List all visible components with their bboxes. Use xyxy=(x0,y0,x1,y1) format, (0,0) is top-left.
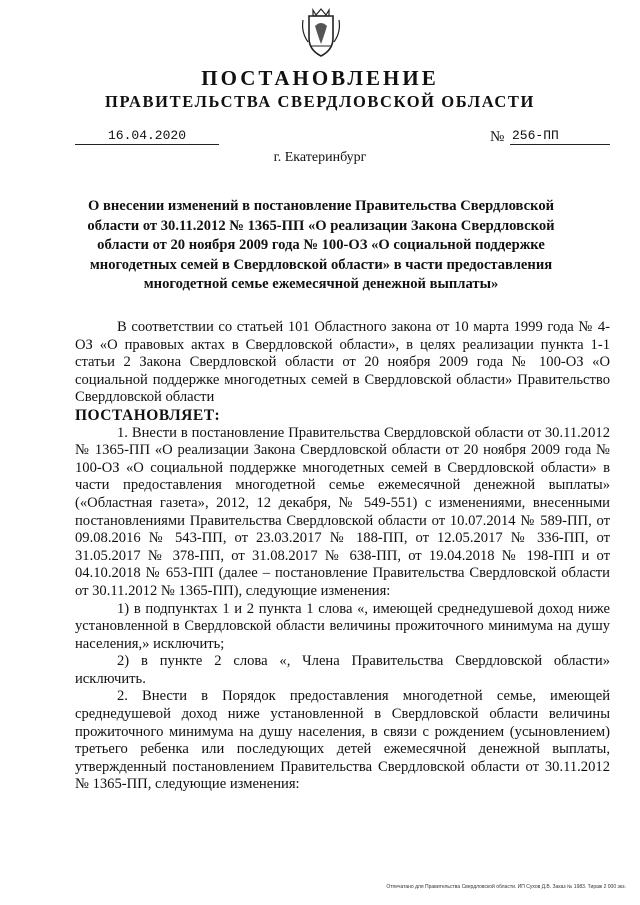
paragraph-1: 1. Внести в постановление Правительства Свердловской области от 30.11.2012 № 1365-ПП «О реализации Закона Свердловской области от 20 ноября 2009 года № 100-ОЗ «О социальной поддержке многодетных семей в Свердловской области» в части предоставления многодетной семье ежемесячной денежной выплаты» («Областная газета», 2012, 12 декабря, № 549-551) с изменениями, внесенными постановлениями Правительства Свердловской области от 10.07.2014 № 589-ПП, от 09.08.2016 № 543-ПП, от 23.03.2017 № 188-ПП, от 12.05.2017 № 336-ПП, от 31.05.2017 № 378-ПП, от 31.08.2017 № 638-ПП, от 19.04.2018 № 198-ПП и от 04.10.2018 № 653-ПП (далее – постановление Правительства Свердловской области от 30.11.2012 № 1365-ПП), следующие изменения: xyxy=(75,424,610,599)
document-title: ПОСТАНОВЛЕНИЕ xyxy=(201,66,439,90)
coat-of-arms-icon xyxy=(300,6,342,58)
subparagraph-1-1: 1) в подпунктах 1 и 2 пункта 1 слова «, имеющей среднедушевой доход ниже установленной в Свердловской области величины прожиточного минимума на душу населения,» исключить; xyxy=(75,600,610,652)
city: г. Екатеринбург xyxy=(273,150,367,165)
paragraph-2: 2. Внести в Порядок предоставления многодетной семье, имеющей среднедушевой доход ниже установленной в Свердловской области величины прожиточного минимума на душу населения, в связи с рождением (усыновлением) третьего ребенка или последующих детей ежемесячной денежной выплаты, утвержденный постановлением Правительства Свердловской области от 30.11.2012 № 1365-ПП, следующие изменения: xyxy=(75,688,610,793)
subparagraph-1-2: 2) в пункте 2 слова «, Члена Правительства Свердловской области» исключить. xyxy=(75,653,610,687)
document-number: 256-ПП xyxy=(510,128,610,145)
document-date: 16.04.2020 xyxy=(75,128,219,145)
document-body xyxy=(75,319,610,794)
print-footer: Отпечатано для Правительства Свердловской области. ИП Сухов Д.В. Заказ № 1983. Тираж 2 000 экз. xyxy=(386,884,626,890)
number-label: № xyxy=(490,129,505,145)
decree-word: ПОСТАНОВЛЯЕТ: xyxy=(75,406,221,424)
document-subtitle: ПРАВИТЕЛЬСТВА СВЕРДЛОВСКОЙ ОБЛАСТИ xyxy=(105,92,535,111)
intro-paragraph: В соответствии со статьей 101 Областного закона от 10 марта 1999 года № 4-ОЗ «О правовых актах в Свердловской области», в целях реализации пункта 1-1 статьи 2 Закона Свердловской области от 20 ноября 2009 года № 100-ОЗ «О социальной поддержке многодетных семей в Свердловской области» Правительство Свердловской области xyxy=(75,319,610,406)
document-heading: О внесении изменений в постановление Правительства Свердловской области от 30.11.2012 № 1365-ПП «О реализации Закона Свердловской области от 20 ноября 2009 года № 100-ОЗ «О социальной поддержке многодетных семей в Свердловской области» в части предоставления многодетной семье ежемесячной денежной выплаты» xyxy=(87,198,555,292)
